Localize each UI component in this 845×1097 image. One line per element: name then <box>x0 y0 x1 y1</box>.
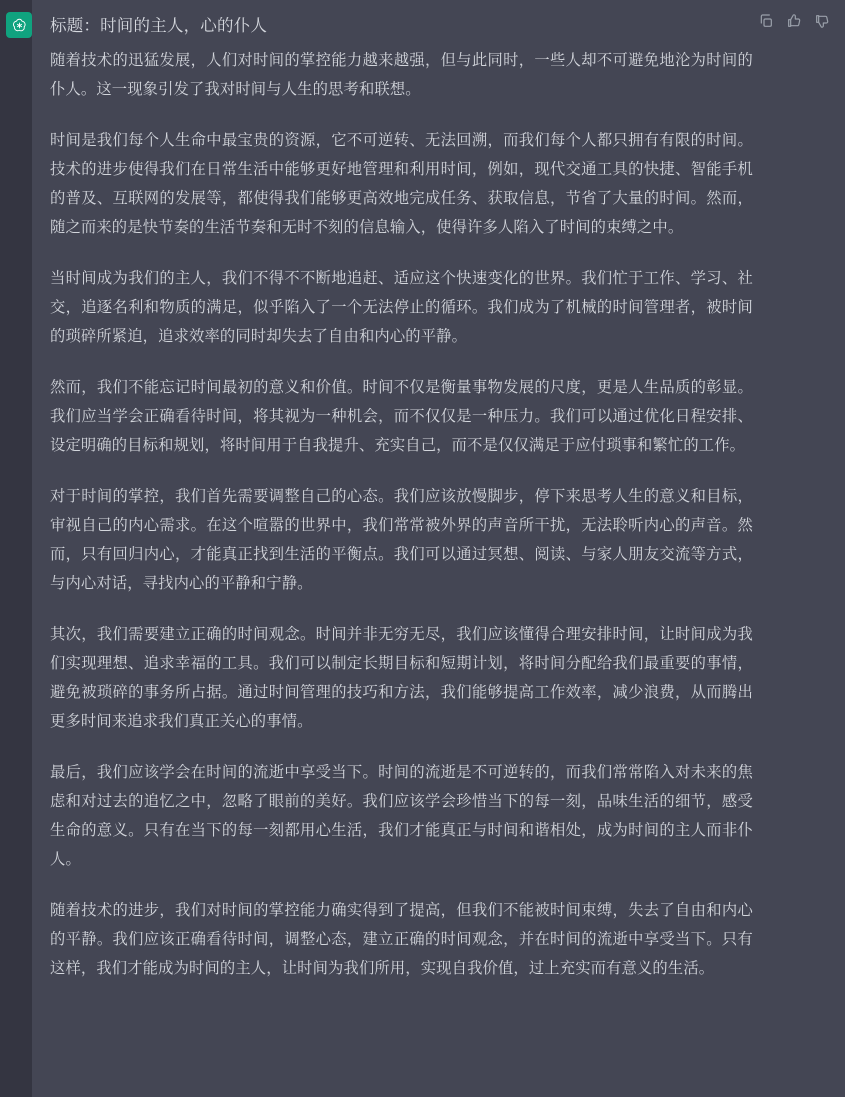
openai-logo-icon <box>11 17 28 34</box>
paragraph: 时间是我们每个人生命中最宝贵的资源，它不可逆转、无法回溯，而我们每个人都只拥有有限的时间。技术的进步使得我们在日常生活中能够更好地管理和利用时间，例如，现代交通工具的快捷、智能手机的普及、互联网的发展等，都使得我们能够更高效地完成任务、获取信息，节省了大量的时间。然而，随之而来的是快节奏的生活节奏和无时不刻的信息输入，使得许多人陷入了时间的束缚之中。 <box>50 131 753 236</box>
assistant-avatar <box>6 12 32 38</box>
thumbs-up-icon[interactable] <box>785 12 803 30</box>
paragraph: 最后，我们应该学会在时间的流逝中享受当下。时间的流逝是不可逆转的，而我们常常陷入对未来的焦虑和对过去的追忆之中，忽略了眼前的美好。我们应该学会珍惜当下的每一刻，品味生活的细节，感受生命的意义。只有在当下的每一刻都用心生活，我们才能真正与时间和谐相处，成为时间的主人而非仆人。 <box>50 763 753 868</box>
message-content <box>32 0 845 1097</box>
message-body <box>50 46 823 983</box>
paragraph: 随着技术的迅猛发展，人们对时间的掌控能力越来越强，但与此同时，一些人却不可避免地沦为时间的仆人。这一现象引发了我对时间与人生的思考和联想。 <box>50 51 753 98</box>
paragraph: 然而，我们不能忘记时间最初的意义和价值。时间不仅是衡量事物发展的尺度，更是人生品质的彰显。我们应当学会正确看待时间，将其视为一种机会，而不仅仅是一种压力。我们可以通过优化日程安排、设定明确的目标和规划，将时间用于自我提升、充实自己，而不是仅仅满足于应付琐事和繁忙的工作。 <box>50 378 753 454</box>
thumbs-down-icon[interactable] <box>813 12 831 30</box>
paragraph: 对于时间的掌控，我们首先需要调整自己的心态。我们应该放慢脚步，停下来思考人生的意义和目标，审视自己的内心需求。在这个喧嚣的世界中，我们常常被外界的声音所干扰，无法聆听内心的声音。然而，只有回归内心，才能真正找到生活的平衡点。我们可以通过冥想、阅读、与家人朋友交流等方式，与内心对话，寻找内心的平静和宁静。 <box>50 487 753 592</box>
page-title: 标题：时间的主人，心的仆人 <box>50 17 268 35</box>
message-title-row <box>50 14 823 40</box>
message-avatar-rail <box>0 0 32 1097</box>
message-actions <box>757 12 831 30</box>
paragraph: 其次，我们需要建立正确的时间观念。时间并非无穷无尽，我们应该懂得合理安排时间，让时间成为我们实现理想、追求幸福的工具。我们可以制定长期目标和短期计划，将时间分配给我们最重要的事情，避免被琐碎的事务所占据。通过时间管理的技巧和方法，我们能够提高工作效率，减少浪费，从而腾出更多时间来追求我们真正关心的事情。 <box>50 625 753 730</box>
copy-icon[interactable] <box>757 12 775 30</box>
paragraph: 当时间成为我们的主人，我们不得不不断地追赶、适应这个快速变化的世界。我们忙于工作、学习、社交，追逐名利和物质的满足，似乎陷入了一个无法停止的循环。我们成为了机械的时间管理者，被时间的琐碎所紧迫，追求效率的同时却失去了自由和内心的平静。 <box>50 269 753 345</box>
paragraph: 随着技术的进步，我们对时间的掌控能力确实得到了提高，但我们不能被时间束缚，失去了自由和内心的平静。我们应该正确看待时间，调整心态，建立正确的时间观念，并在时间的流逝中享受当下。只有这样，我们才能成为时间的主人，让时间为我们所用，实现自我价值，过上充实而有意义的生活。 <box>50 901 753 977</box>
